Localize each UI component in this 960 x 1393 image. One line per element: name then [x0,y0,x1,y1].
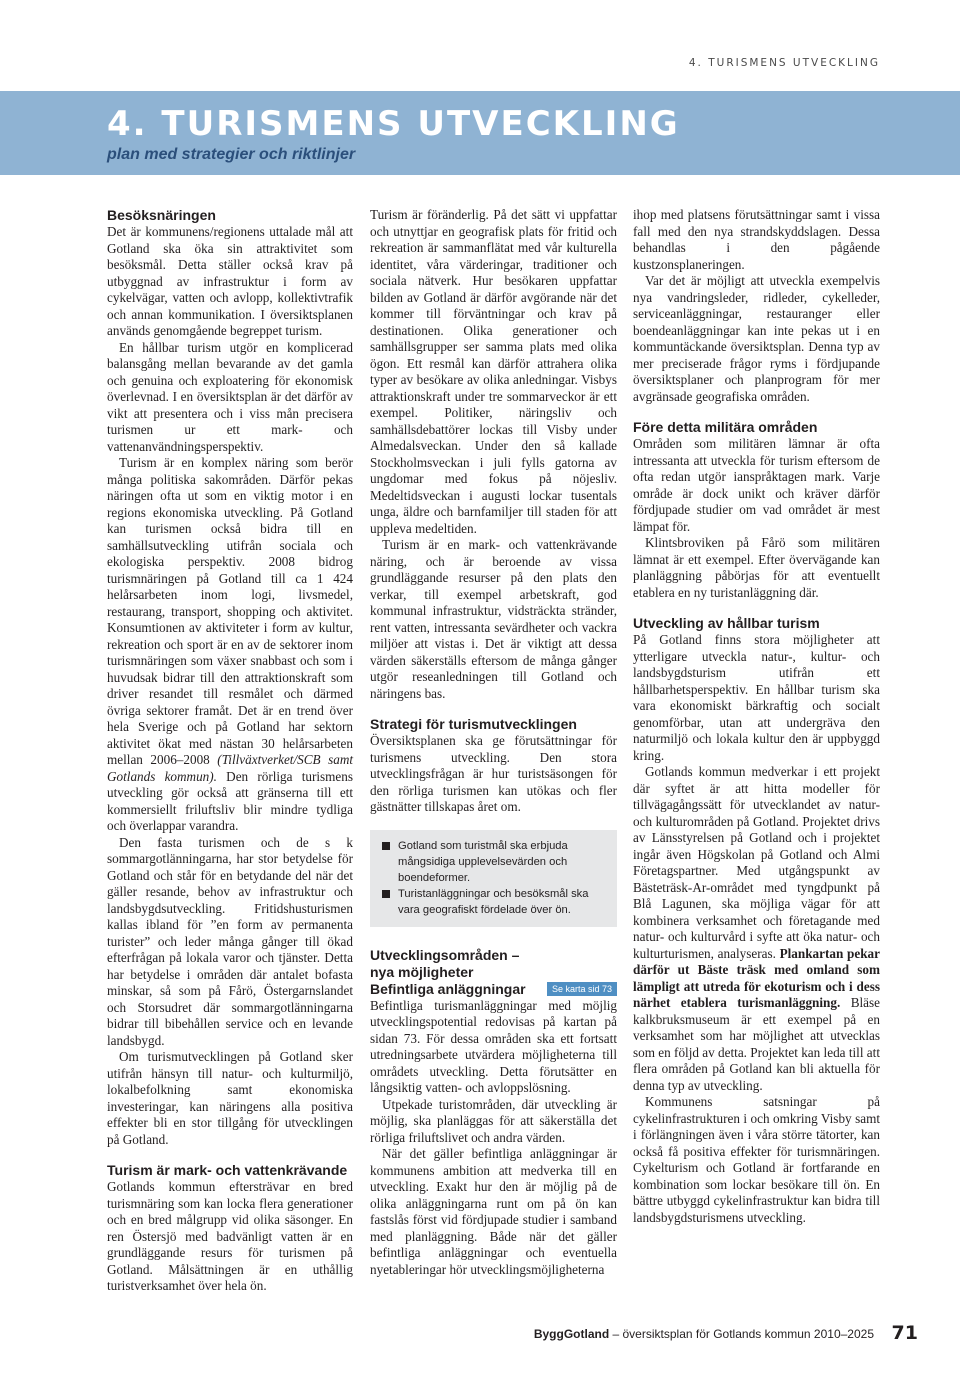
heading-befintliga: Befintliga anläggningar [370,980,526,997]
paragraph [633,764,880,1094]
paragraph: Den fasta turismen och de s k sommargotlänningarna, har stor betydelse för Gotland och står för en betydande del när det gäller resande, behov av infrastruktur och landsbygdsutveckling. Fritidshusturismen kallas ibland för ”en form av permanenta turister” och leder många gånger till ökad efterfrågan på lokala varor och tjänster. Detta har betydelse i områden där antalet bofasta minskar, så som på Fårö, Östergarnslandet och Storsudret där sommargotlänningarna bidrar till bibehållen service och en levande landsbygd. [107,834,353,1048]
strategy-item-text: Turistanläggningar och besöksmål ska vara geografiskt fördelade över ön. [398,887,589,916]
running-head: 4. TURISMENS UTVECKLING [688,57,880,69]
befintliga-heading-row [370,981,617,998]
paragraph: Kommunens satsningar på cykelinfrastrukturen i och omkring Visby samt i förlängningen även i våra större tätorter, kan också få positiva effekter för turismnäringen. Cykelturism och Gotland är fortfarande en kombination som lockar besökare till ön. En bättre utbyggd cykelinfrastruktur kan bidra till landsbygdsturismens utveckling. [633,1094,880,1225]
column-2 [370,207,617,1278]
chapter-banner [0,91,960,175]
paragraph: När det gäller befintliga anläggningar är kommunens ambition att medverka till en utveckling. Exakt hur den är möjlig på de olika anläggningarna runt om på ön kan fastslås först vid fördjupade studier i samband med planläggning. Både när det gäller befintliga anläggningar och eventuella nyetableringar hör utvecklingsmöjligheterna [370,1146,617,1277]
strategy-item [382,838,607,886]
paragraph: Gotlands kommun eftersträvar en bred turismnäring som kan locka flera generationer och en bred målgrupp vid olika säsonger. En ren Östersjö med badvänligt vatten är en grundläggande resurs för turismen på Gotland. Målsättningen är en uthållig turistverksamhet över hela ön. [107,1179,353,1293]
chapter-title: 4. TURISMENS UTVECKLING [107,104,680,144]
paragraph [107,455,353,835]
column-3 [633,207,880,1226]
paragraph: Befintliga turismanläggningar med möjlig utvecklingspotential redovisas på kartan på sidan 73. För dessa områden ska ett fortsatt utredningsarbete utvärdera möjligheterna till områdets utveckling. Detta förutsätter en långsiktig vatten- och avloppslösning. [370,997,617,1095]
bullet-square-icon [382,842,390,850]
paragraph: Översiktsplanen ska ge förutsättningar för turismens utveckling. Den stora utvecklingsfrågan är hur turistsäsongen för den rörliga turismen kan utökas och fler gästnätter tillskapas året om. [370,733,617,814]
paragraph: På Gotland finns stora möjligheter att ytterligare utveckla natur-, kultur- och landsbygdsturism utifrån ett hållbarhetsperspektiv. En hållbar turism ska vara ekonomiskt bärkraftig och socialt genomförbar, utan att undergräva den naturmiljö och lokala kultur den är uppbyggd kring. [633,632,880,763]
paragraph: Var det är möjligt att utveckla exempelvis nya vandringsleder, ridleder, cykelleder, serviceanläggningar, restauranger eller boendeanläggningar kan inte pekas ut i en kommuntäckande översiktsplan. Denna typ av mer preciserade frågor ryms i fördjupande översiktsplaner och planprogram för mer avgränsade geografiska områden. [633,273,880,404]
chapter-subtitle: plan med strategier och riktlinjer [107,146,356,163]
paragraph-text: Turism är en komplex näring som berör många politiska sakområden. Därför pekas näringen ofta ut som en viktig motor i en regions ekonomiska utveckling. På Gotland kan turismen också bidra till en samhällsutveckling utifrån sociala och ekologiska perspektiv. 2008 bidrog turismnäringen på Gotland till ca 1 424 helårsarbeten inom logi, livsmedel, restaurang, transport, shopping och aktivitet. Konsumtionen av aktiviteter i form av kultur, rekreation och sport är en av de sektorer inom turismnäringen som växer snabbast och som i huvudsak bidrar till den attraktionskraft som driver resandet till resmålet och därmed övriga sektorer framåt. Det är en trend över hela Sverige och på Gotland har sektorn aktivitet ökat med nästan 30 helårsarbeten mellan 2006–2008 [107,455,353,767]
emphasis-text: Plankartan pekar därför ut Bäste träsk med omland som lämpligt att utreda för ekoturism och i dess närhet etablera turismanläggning. [633,945,880,1010]
strategy-item [382,886,607,918]
paragraph: Klintsbroviken på Fårö som militären lämnat är ett exempel. Efter övervägande kan planläggning påbörjas för att eventuellt etablera en ny turistanläggning där. [633,535,880,600]
paragraph: Områden som militären lämnar är ofta intressanta att utveckla för turism eftersom de ofta redan utgör ianspråktagen mark. Varje område är dock unikt och kräver därför fördjupade studier om vad området är mest lämpat för. [633,436,880,534]
column-1 [107,207,353,1295]
heading-strategi: Strategi för turismutvecklingen [370,716,577,732]
page-number: 71 [891,1322,918,1344]
paragraph: En hållbar turism utgör en komplicerad balansgång mellan bevarande av det gamla och genuina och exploatering för ekonomisk överlevnad. I en översiktsplan är det därför av vikt att presentera och i viss mån precisera turismen ur ett mark- och vattenanvändningsperspektiv. [107,339,353,454]
heading-militara-omraden: Före detta militära områden [633,419,818,435]
heading-hallbar-turism: Utveckling av hållbar turism [633,615,820,631]
citation: (Tillväxtverket/SCB samt Gotlands kommun). [107,752,354,784]
footer-brand: ByggGotland [533,1327,610,1341]
paragraph: ihop med platsens förutsättningar samt i vissa fall med den nya strandskyddslagen. Dessa behandlas i den pågående kustzonsplaneringen. [633,207,880,272]
heading-besoksnaringen: Besöksnäringen [107,207,216,223]
heading-utvecklingsomraden: Utvecklingsområden – [370,946,520,963]
strategy-item-text: Gotland som turistmål ska erbjuda mångsidiga upplevelsevärden och boendeformer. [398,839,568,884]
paragraph: Om turismutvecklingen på Gotland sker utifrån hänsyn till natur- och kulturmiljö, lokalbefolkning samt ekonomiska investeringar, kan näringens alla positiva effekter bli en stor tillgång för utvecklingen på Gotland. [107,1049,353,1147]
paragraph-text: Bläse kalkbruksmuseum är ett exempel på en verksamhet som har möjlighet att utvecklas som en följd av detta. Projektet kan leda till att flera områden på Gotland kan bli aktuella för denna typ av utveckling. [633,995,880,1093]
heading-mark-vatten: Turism är mark- och vattenkrävande [107,1162,348,1178]
map-reference-badge[interactable]: Se karta sid 73 [547,982,617,996]
paragraph: Turism är föränderlig. På det sätt vi uppfattar och utnyttjar en geografisk plats för fritid och rekreation är sammanflätat med vår kulturella identitet, våra värderingar, traditioner och sociala nätverk. Hur besökaren uppfattar bilden av Gotland är därför avgörande när det kommer till förväntningar och krav på destinationen. Olika generationer och samhällsgrupper ser samma plats med olika ögon. Ett resmål kan därför attrahera olika typer av besökare av olika anledningar. Visbys attraktionskraft under tre sommarveckor är ett exempel. Politiker, näringsliv och samhällsdebattörer lockas till Visby under Almedalsveckan. Under den så kallade Stockholmsveckan i juli fylls gatorna av ungdomar med fokus på nöjesliv. Medeltidsveckan i augusti lockar tusentals unga, äldre och barnfamiljer till staden för att uppleva medeltiden. [370,207,617,536]
paragraph: Turism är en mark- och vattenkrävande näring, och är beroende av vissa grundläggande resurser på den plats den verkar, till exempel arbetskraft, god kommunal infrastruktur, vidsträckta stränder, rent vatten, intressanta sevärdheter och vackra miljöer att vistas i. Det är viktigt att dessa värden säkerställs eftersom de många gånger utgör reseanledningen till Gotland och näringens bas. [370,537,617,701]
paragraph: Utpekade turistområden, där utveckling är möjlig, ska planläggas för att säkerställa det rörliga friluftslivet och andra värden. [370,1096,617,1145]
strategy-box [370,830,617,927]
footer-text: – översiktsplan för Gotlands kommun 2010–2025 [612,1327,874,1341]
paragraph-text: Gotlands kommun medverkar i ett projekt där syftet är att hitta modeller för tillvägagångssätt för utvecklandet av natur- och kulturområden på Gotland. Projektet drivs av Länsstyrelsen på Gotland och i projektet ingår även Högskolan på Gotland och Almi Företagspartner. Med utgångspunkt av Bästeträsk-Ar-området med tyngdpunkt på Blå Lagunen, ska möjliga vägar för att kombinera verksamhet och företagande med natur- och kulturvård i syfte att öka natur- och kulturturismen, analyseras. [633,764,880,961]
paragraph-text: Den rörliga turismens utveckling gör också att gränserna till ett kommersiellt friluftsliv blir mindre tydliga och överlappar varandra. [107,768,354,833]
bullet-square-icon [382,890,390,898]
heading-nya-mojligheter: nya möjligheter [370,963,474,980]
footer [534,1327,874,1341]
paragraph: Det är kommunens/regionens uttalade mål att Gotland ska öka sin attraktivitet som besöksmål. Detta ställer också krav på utbyggnad av infrastruktur i form av cykelvägar, vatten och avlopp, kollektivtrafik och annan kommunikation. I översiktsplanen används genomgående begreppet turism. [107,224,353,338]
